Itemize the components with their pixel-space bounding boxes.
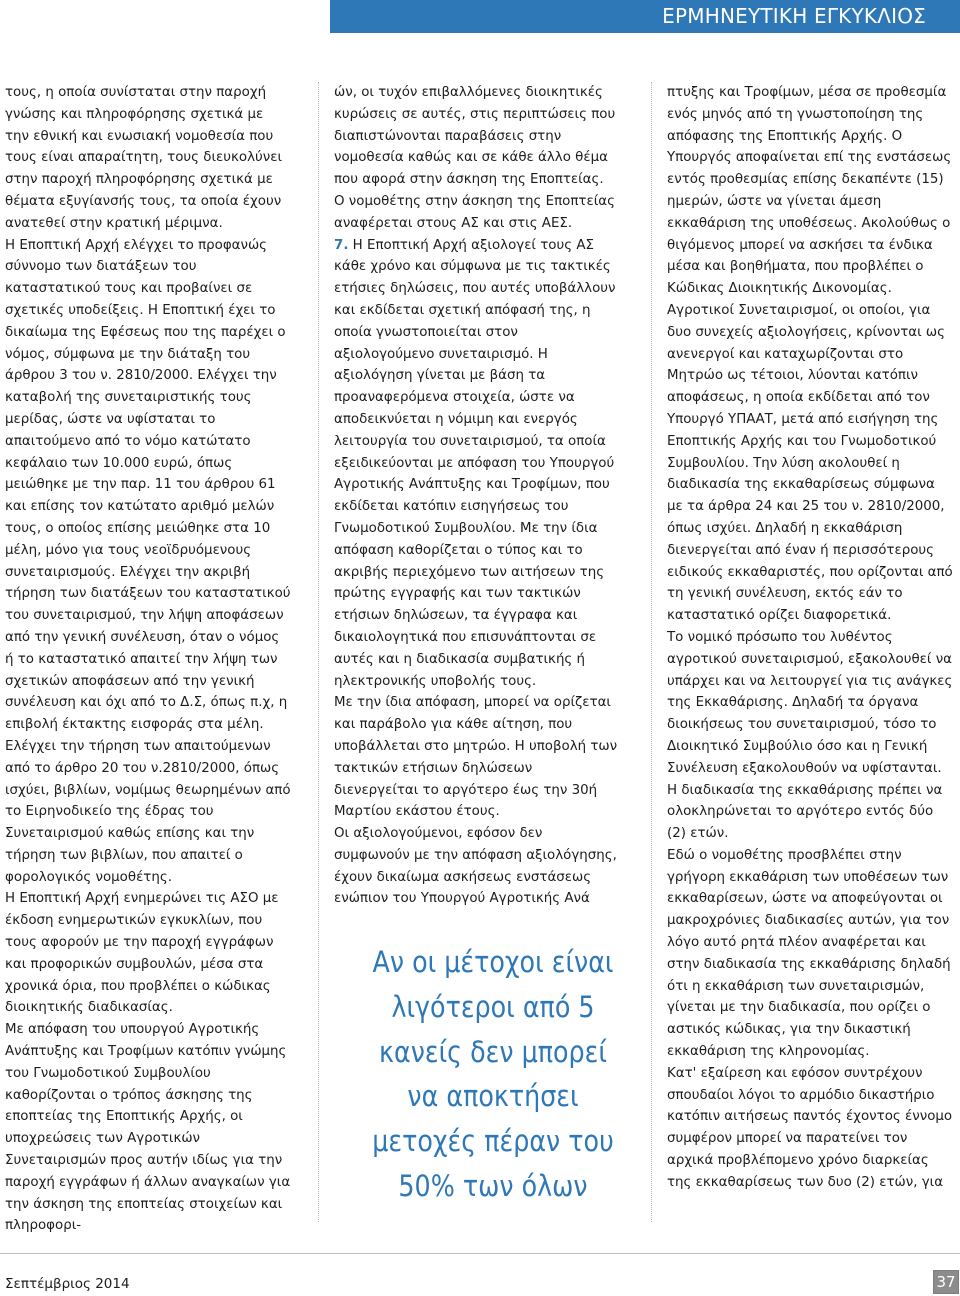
paragraph: Ο νομοθέτης στην άσκηση της Εποπτείας αναφέρεται στους ΑΣ και στις ΑΕΣ. — [334, 193, 615, 231]
paragraph: Εδώ ο νομοθέτης προσβλέπει στην γρήγορη εκκαθάριση των υποθέσεων των εκκαθαρίσεων, ώστε να αποφεύγονται οι μακροχρόνιες διαδικασίες αυτών, για τον λόγο αυτό ρητά πλέον αναφέρεται και στην διαδικασία της εκκαθάρισης δηλαδή ότι η εκκαθάριση των συνεταιρισμών, γίνεται με την διαδικασία, που ορίζει ο αστικός κώδικας, για την δικαστική εκκαθάριση της κληρονομίας. — [667, 847, 951, 1060]
pull-quote-line: 50% των όλων — [398, 1168, 588, 1203]
pull-quote — [356, 940, 629, 1209]
paragraph: Με απόφαση του υπουργού Αγροτικής Ανάπτυξης και Τροφίμων κατόπιν γνώμης του Γνωμοδοτικού Συμβουλίου καθορίζονται ο τρόπος άσκησης της εποπτείας της Εποπτικής Αρχής, οι υποχρεώσεις των Αγροτικών Συνεταιρισμών προς αυτήν ιδίως για την παροχή εγγράφων ή άλλων αναγκαίων για την άσκηση της εποπτείας στοιχείων και πληροφορι- — [5, 1022, 291, 1234]
pull-quote-line: λιγότεροι από 5 — [391, 989, 595, 1024]
column-divider — [318, 82, 319, 1222]
item-number: 7. — [334, 237, 349, 253]
paragraph: ών, οι τυχόν επιβαλλόμενες διοικητικές κυρώσεις σε αυτές, στις περιπτώσεις που διαπιστώνονται παραβάσεις στην νομοθεσία καθώς και σε κάθε άλλο θέμα που αφορά στην άσκηση της Εποπτείας. — [334, 85, 616, 188]
footer-rule — [0, 1253, 960, 1254]
paragraph-text: Η Εποπτική Αρχή αξιολογεί τους ΑΣ κάθε χρόνο και σύμφωνα με τις τακτικές ετήσιες δηλώσεις, που αυτές υποβάλλουν και εκδίδεται σχετική απόφασή της, η οποία γνωστοποιείται στον αξιολογούμενο συνεταιρισμό. Η αξιολόγηση γίνεται με βάση τα προαναφερόμενα στοιχεία, ώστε να αποδεικνύεται η νόμιμη και ενεργός λειτουργία του συνεταιρισμού, τα οποία εξειδικεύονται με απόφαση του Υπουργού Αγροτικής Ανάπτυξης και Τροφίμων, που εκδίδεται κατόπιν εισηγήσεως του Γνωμοδοτικού Συμβουλίου. Με την ίδια απόφαση καθορίζεται ο τύπος και το ακριβής περιεχόμενο των αιτήσεων της πρώτης εγγραφής και των τακτικών ετήσιων δηλώσεων, τα έγγραφα και δικαιολογητικά που επισυνάπτονται σε αυτές και η διαδικασία συμβατικής ή ηλεκτρονικής υποβολής τους. — [334, 237, 616, 689]
pull-quote-line: Αν οι μέτοχοι είναι — [372, 945, 614, 979]
paragraph: Κατ' εξαίρεση και εφόσον συντρέχουν σπουδαίοι λόγοι το αρμόδιο δικαστήριο κατόπιν αιτήσεως παντός έχοντος έννομο συμφέρον μπορεί να παρατείνει τον αρχικά προβλέπομενο χρόνο διαρκείας της εκκαθαρίσεως των δυο (2) ετών, για — [667, 1065, 953, 1190]
issue-date: Σεπτέμβριος 2014 — [5, 1276, 130, 1292]
paragraph: Η Εποπτική Αρχή ελέγχει το προφανώς σύννομο των διατάξεων του καταστατικού τους και προβαίνει σε σχετικές υποδείξεις. Η Εποπτική έχει το δικαίωμα της Εφέσεως που της παρέχει ο νόμος, σύμφωνα με την διάταξη του άρθρου 3 του ν. 2810/2000. Ελέγχει την καταβολή της συνεταιριστικής τους μερίδας, ώστε να υφίσταται το απαιτούμενο από το νόμο κατώτατο κεφάλαιο των 10.000 ευρώ, όπως μειώθηκε με την παρ. 11 του άρθρου 61 και επίσης τον κατώτατο αριθμό μελών τους, ο οποίος επίσης μειώθηκε στα 10 μέλη, μόνο για τους νεοϊδρυόμενους συνεταιρισμούς. Ελέγχει την ακριβή τήρηση των διατάξεων του καταστατικού του συνεταιρισμού, την λήψη αποφάσεων από την γενική συνέλευση, όταν ο νόμος ή το καταστατικό απαιτεί την λήψη των σχετικών αποφάσεων από την γενική συνέλευση και όχι από το Δ.Σ, όπως π.χ, η επιβολή έκτακτης εισφοράς στα μέλη. Ελέγχει την τήρηση των απαιτούμενων από το άρθρο 20 του ν.2810/2000, όπως ισχύει, βιβλίων, νομίμως θεωρημένων από το Ειρηνοδικείο της έδρας του Συνεταιρισμού καθώς επίσης και την τήρηση των βιβλίων, που απαιτεί ο φορολογικός νομοθέτης. — [5, 237, 291, 885]
paragraph: Η Εποπτική Αρχή ενημερώνει τις ΑΣΟ με έκδοση ενημερωτικών εγκυκλίων, που τους αφορούν με την παροχή εγγράφων και προφορικών συμβουλών, μέσα στα χρονικά όρια, που προβλέπει ο κώδικας διοικητικής διαδικασίας. — [5, 891, 279, 1016]
paragraph: Με την ίδια απόφαση, μπορεί να ορίζεται και παράβολο για κάθε αίτηση, που υποβάλλεται στο μητρώο. Η υποβολή των τακτικών ετήσιων δηλώσεων διενεργείται το αργότερο έως την 30ή Μαρτίου εκάστου έτους. — [334, 695, 618, 820]
column-divider — [651, 82, 652, 1222]
column-2 — [334, 82, 620, 910]
pull-quote-line: κανείς δεν μπορεί — [379, 1034, 607, 1069]
section-title: ΕΡΜΗΝΕΥΤΙΚΗ ΕΓΚΥΚΛΙΟΣ — [662, 4, 926, 28]
header-bar — [330, 0, 960, 33]
pull-quote-line: μετοχές πέραν του — [372, 1124, 614, 1159]
paragraph: πτυξης και Τροφίμων, μέσα σε προθεσμία ενός μηνός από τη γνωστοποίηση της απόφασης της Εποπτικής Αρχής. Ο Υπουργός αποφαίνεται επί της ενστάσεως εντός προθεσμίας επίσης δεκαπέντε (15) ημερών, ώστε να γίνεται άμεση εκκαθάριση της υποθέσεως. Ακολούθως ο θιγόμενος μπορεί να ασκήσει τα ένδικα μέσα και βοηθήματα, που προβλέπει ο Κώδικας Διοικητικής Δικονομίας. — [667, 85, 952, 297]
pull-quote-line: να αποκτήσει — [407, 1079, 579, 1114]
page-number: 37 — [933, 1270, 959, 1294]
paragraph: τους, η οποία συνίσταται στην παροχή γνώσης και πληροφόρησης σχετικά με την εθνική και ενωσιακή νομοθεσία που τους είναι απαραίτητη, τους διευκολύνει στην παροχή πληροφόρησης σχετικά με θέματα εξυγίανσής τους, τα οποία έχουν ανατεθεί στην κρατική μέριμνα. — [5, 85, 282, 231]
paragraph: Οι αξιολογούμενοι, εφόσον δεν συμφωνούν με την απόφαση αξιολόγησης, έχουν δικαίωμα ασκήσεως ενστάσεως ενώπιον του Υπουργού Αγροτικής Ανά — [334, 826, 617, 907]
column-1 — [5, 82, 291, 1237]
paragraph-numbered — [334, 235, 620, 693]
column-3 — [667, 82, 953, 1194]
paragraph: Το νομικό πρόσωπο του λυθέντος αγροτικού συνεταιρισμού, εξακολουθεί να υπάρχει και να λειτουργεί για τις ανάγκες της Εκκαθάρισης. Δηλαδή τα όργανα διοικήσεως του συνεταιρισμού, τόσο το Διοικητικό Συμβούλιο όσο και η Γενική Συνέλευση εξακολουθούν να υφίστανται. Η διαδικασία της εκκαθάρισης πρέπει να ολοκληρώνεται το αργότερο εντός δύο (2) ετών. — [667, 629, 953, 842]
paragraph: Αγροτικοί Συνεταιρισμοί, οι οποίοι, για δυο συνεχείς αξιολογήσεις, κρίνονται ως ανενεργοί και καταχωρίζονται στο Μητρώο ως τέτοιοι, λύονται κατόπιν αποφάσεως, η οποία εκδίδεται από τον Υπουργό ΥΠΑΑΤ, μετά από εισήγηση της Εποπτικής Αρχής και του Γνωμοδοτικού Συμβουλίου. Την λύση ακολουθεί η διαδικασία της εκκαθαρίσεως σύμφωνα με τα άρθρα 24 και 25 του ν. 2810/2000, όπως ισχύει. Δηλαδή η εκκαθάριση διενεργείται από έναν ή περισσότερους ειδικούς εκκαθαριστές, που ορίζονται από τη γενική συνέλευση, εκτός εάν το καταστατικό ορίζει διαφορετικά. — [667, 302, 953, 624]
